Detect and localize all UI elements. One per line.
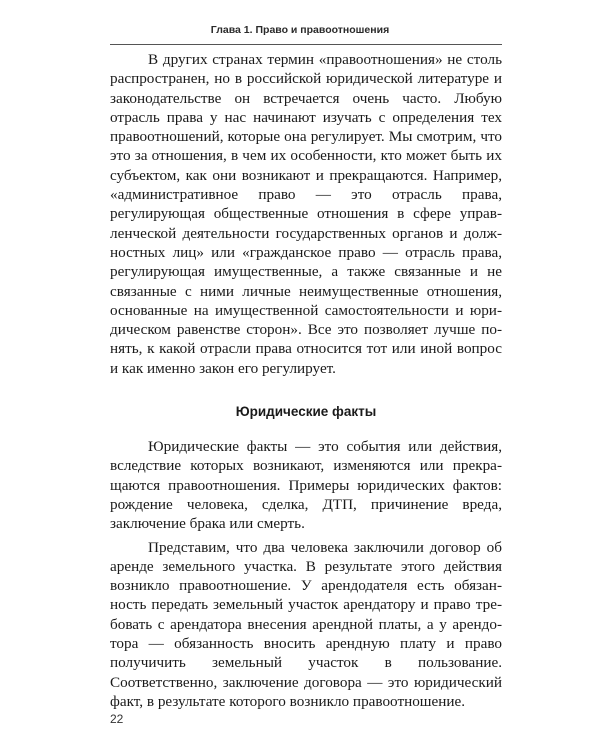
paragraph-legal-relations: В других странах термин «правоотношения» не столь распространен, но в российской юридической литературе и законодательстве он встречается очень часто. Любую отрасль права у нас начинают изучать с определения тех правоотношений, которые она регулирует. Мы смотрим, что это за отношения, в чем их особенности, кто может быть их субъектом, как они возникают и прекращаются. Например, «административное право — это отрасль права, регулирующая общественные отношения в сфере управленческой деятельности государственных органов и должностных лиц» или «гражданское право — отрасль права, регулирующая имущественные, а также связанные и не связанные с ними личные неимущественные отношения, основанные на имущественной самостоятельности и юридическом равенстве сторон». Все это позволяет лучше понять, к какой отрасли права относится тот или иной вопрос и как именно закон его регулирует. [110,51,502,377]
header-rule [110,44,502,45]
running-head: Глава 1. Право и правоотношения [210,24,390,36]
paragraph-legal-facts-definition: Юридические факты — это события или действия, вследствие которых возникают, изменяются или прекращаются правоотношения. Примеры юридических фактов: рождение человека, сделка, ДТП, причинение вреда, заключение брака или смерть. [110,438,502,533]
body-text [110,50,502,711]
page-number: 22 [110,712,124,726]
paragraph-lease-example: Представим, что два человека заключили договор об аренде земельного участка. В результате этого действия возникло правоотношение. У арендодателя есть обязанность передать земельный участок арендатору и право требовать с арендатора внесения арендной платы, а у арендотора — обязанность вносить арендную плату и право получичить земельный участок в пользование. Соответственно, заключение договора — это юридический факт, в результате которого возникло правоотношение. [110,538,502,710]
section-heading: Юридические факты [235,404,377,420]
